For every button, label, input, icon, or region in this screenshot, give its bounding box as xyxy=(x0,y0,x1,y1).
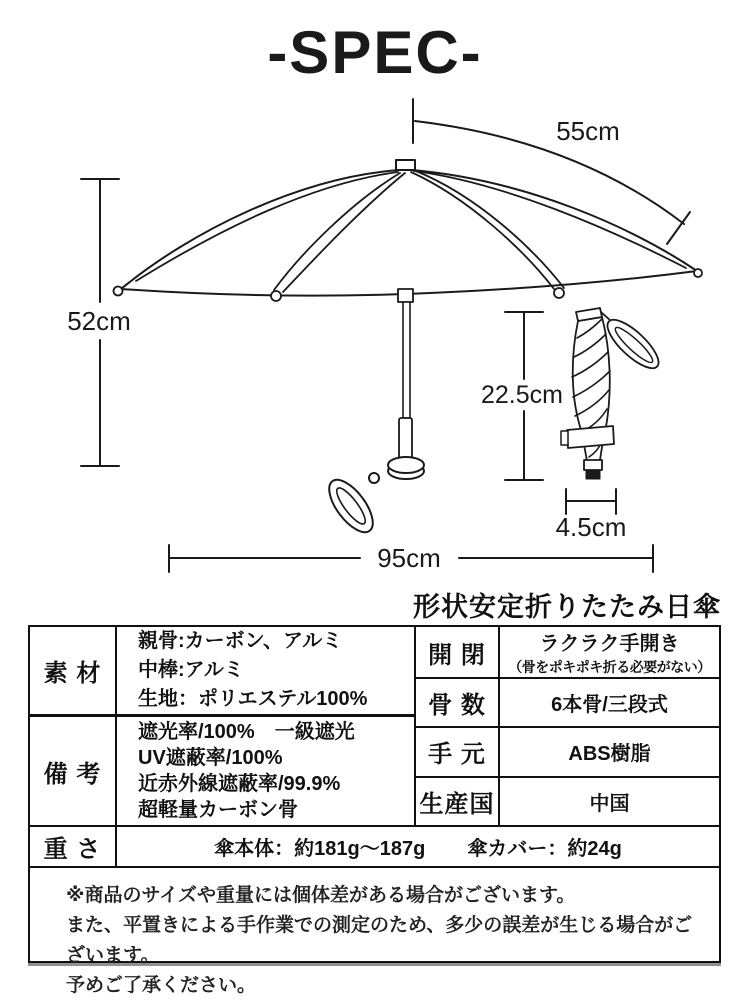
weight-label: 重 さ xyxy=(30,827,117,866)
table-row-handle xyxy=(416,728,719,777)
notes-line-carbon: 超軽量カーボン骨 xyxy=(138,799,298,821)
dimension-label-22-5cm: 22.5cm xyxy=(481,381,563,409)
dimension-height-52cm xyxy=(67,179,131,466)
material-label: 素 材 xyxy=(30,627,117,714)
spec-table-left-half xyxy=(30,627,416,825)
page-title: -SPEC- xyxy=(267,19,483,86)
folded-umbrella-illustration xyxy=(561,308,665,479)
weight-value xyxy=(117,827,719,866)
umbrella-handle xyxy=(321,457,424,539)
material-line-shaft: 中棒:アルミ xyxy=(138,659,244,681)
product-heading: 形状安定折りたたみ日傘 xyxy=(413,592,721,622)
disclaimer-line-3: 予めご了承ください。 xyxy=(66,975,257,996)
spec-table-right-half xyxy=(416,627,719,825)
notes-label: 備 考 xyxy=(30,717,117,825)
country-label: 生産国 xyxy=(416,778,500,825)
open-umbrella-illustration xyxy=(114,160,703,539)
material-value xyxy=(117,627,414,714)
dimension-folded-width-4-5cm xyxy=(556,489,627,542)
table-row-material xyxy=(30,627,414,717)
notes-value xyxy=(117,717,414,825)
material-line-ribs: 親骨:カーボン、アルミ xyxy=(138,630,343,652)
dimension-label-55cm: 55cm xyxy=(556,116,620,146)
notes-line-uv: UV遮蔽率/100% xyxy=(138,747,283,769)
table-row-notes xyxy=(30,717,414,825)
table-row-rib-count xyxy=(416,679,719,728)
notes-line-shading: 遮光率/100% 一級遮光 xyxy=(138,721,355,743)
dimension-label-95cm: 95cm xyxy=(377,543,441,573)
rib-count-value: 6本骨/三段式 xyxy=(551,694,668,717)
weight-body: 傘本体：約181g～187g xyxy=(214,838,426,860)
rib-count-label: 骨 数 xyxy=(416,679,500,726)
dimension-arc-55cm xyxy=(413,99,690,244)
handle-value: ABS樹脂 xyxy=(568,743,651,766)
open-close-value xyxy=(500,627,719,677)
notes-line-infrared: 近赤外線遮蔽率/99.9% xyxy=(138,773,341,795)
disclaimer-note xyxy=(30,866,719,996)
handle-label: 手 元 xyxy=(416,728,500,775)
open-close-main: ラクラク手開き xyxy=(539,633,680,655)
spec-table-top-section xyxy=(30,627,719,825)
dimension-label-52cm: 52cm xyxy=(67,306,131,336)
open-close-label: 開 閉 xyxy=(416,627,500,677)
table-row-open-close xyxy=(416,627,719,679)
country-value: 中国 xyxy=(589,792,630,815)
dimension-label-4-5cm: 4.5cm xyxy=(555,512,627,542)
disclaimer-line-1: ※商品のサイズや重量には個体差がある場合がございます。 xyxy=(66,885,576,906)
spec-table xyxy=(28,625,721,996)
material-line-fabric: 生地：ポリエステル100% xyxy=(138,688,368,710)
dimension-width-95cm xyxy=(169,543,653,573)
table-row-weight xyxy=(30,825,719,866)
disclaimer-line-2: また、平置きによる手作業での測定のため、多少の誤差が生じる場合がございます。 xyxy=(66,915,693,966)
dimension-folded-length-22-5cm xyxy=(481,312,563,480)
weight-cover: 傘カバー：約24g xyxy=(467,838,622,860)
open-close-note: （骨をポキポキ折る必要がない） xyxy=(508,659,711,675)
table-row-country xyxy=(416,778,719,825)
